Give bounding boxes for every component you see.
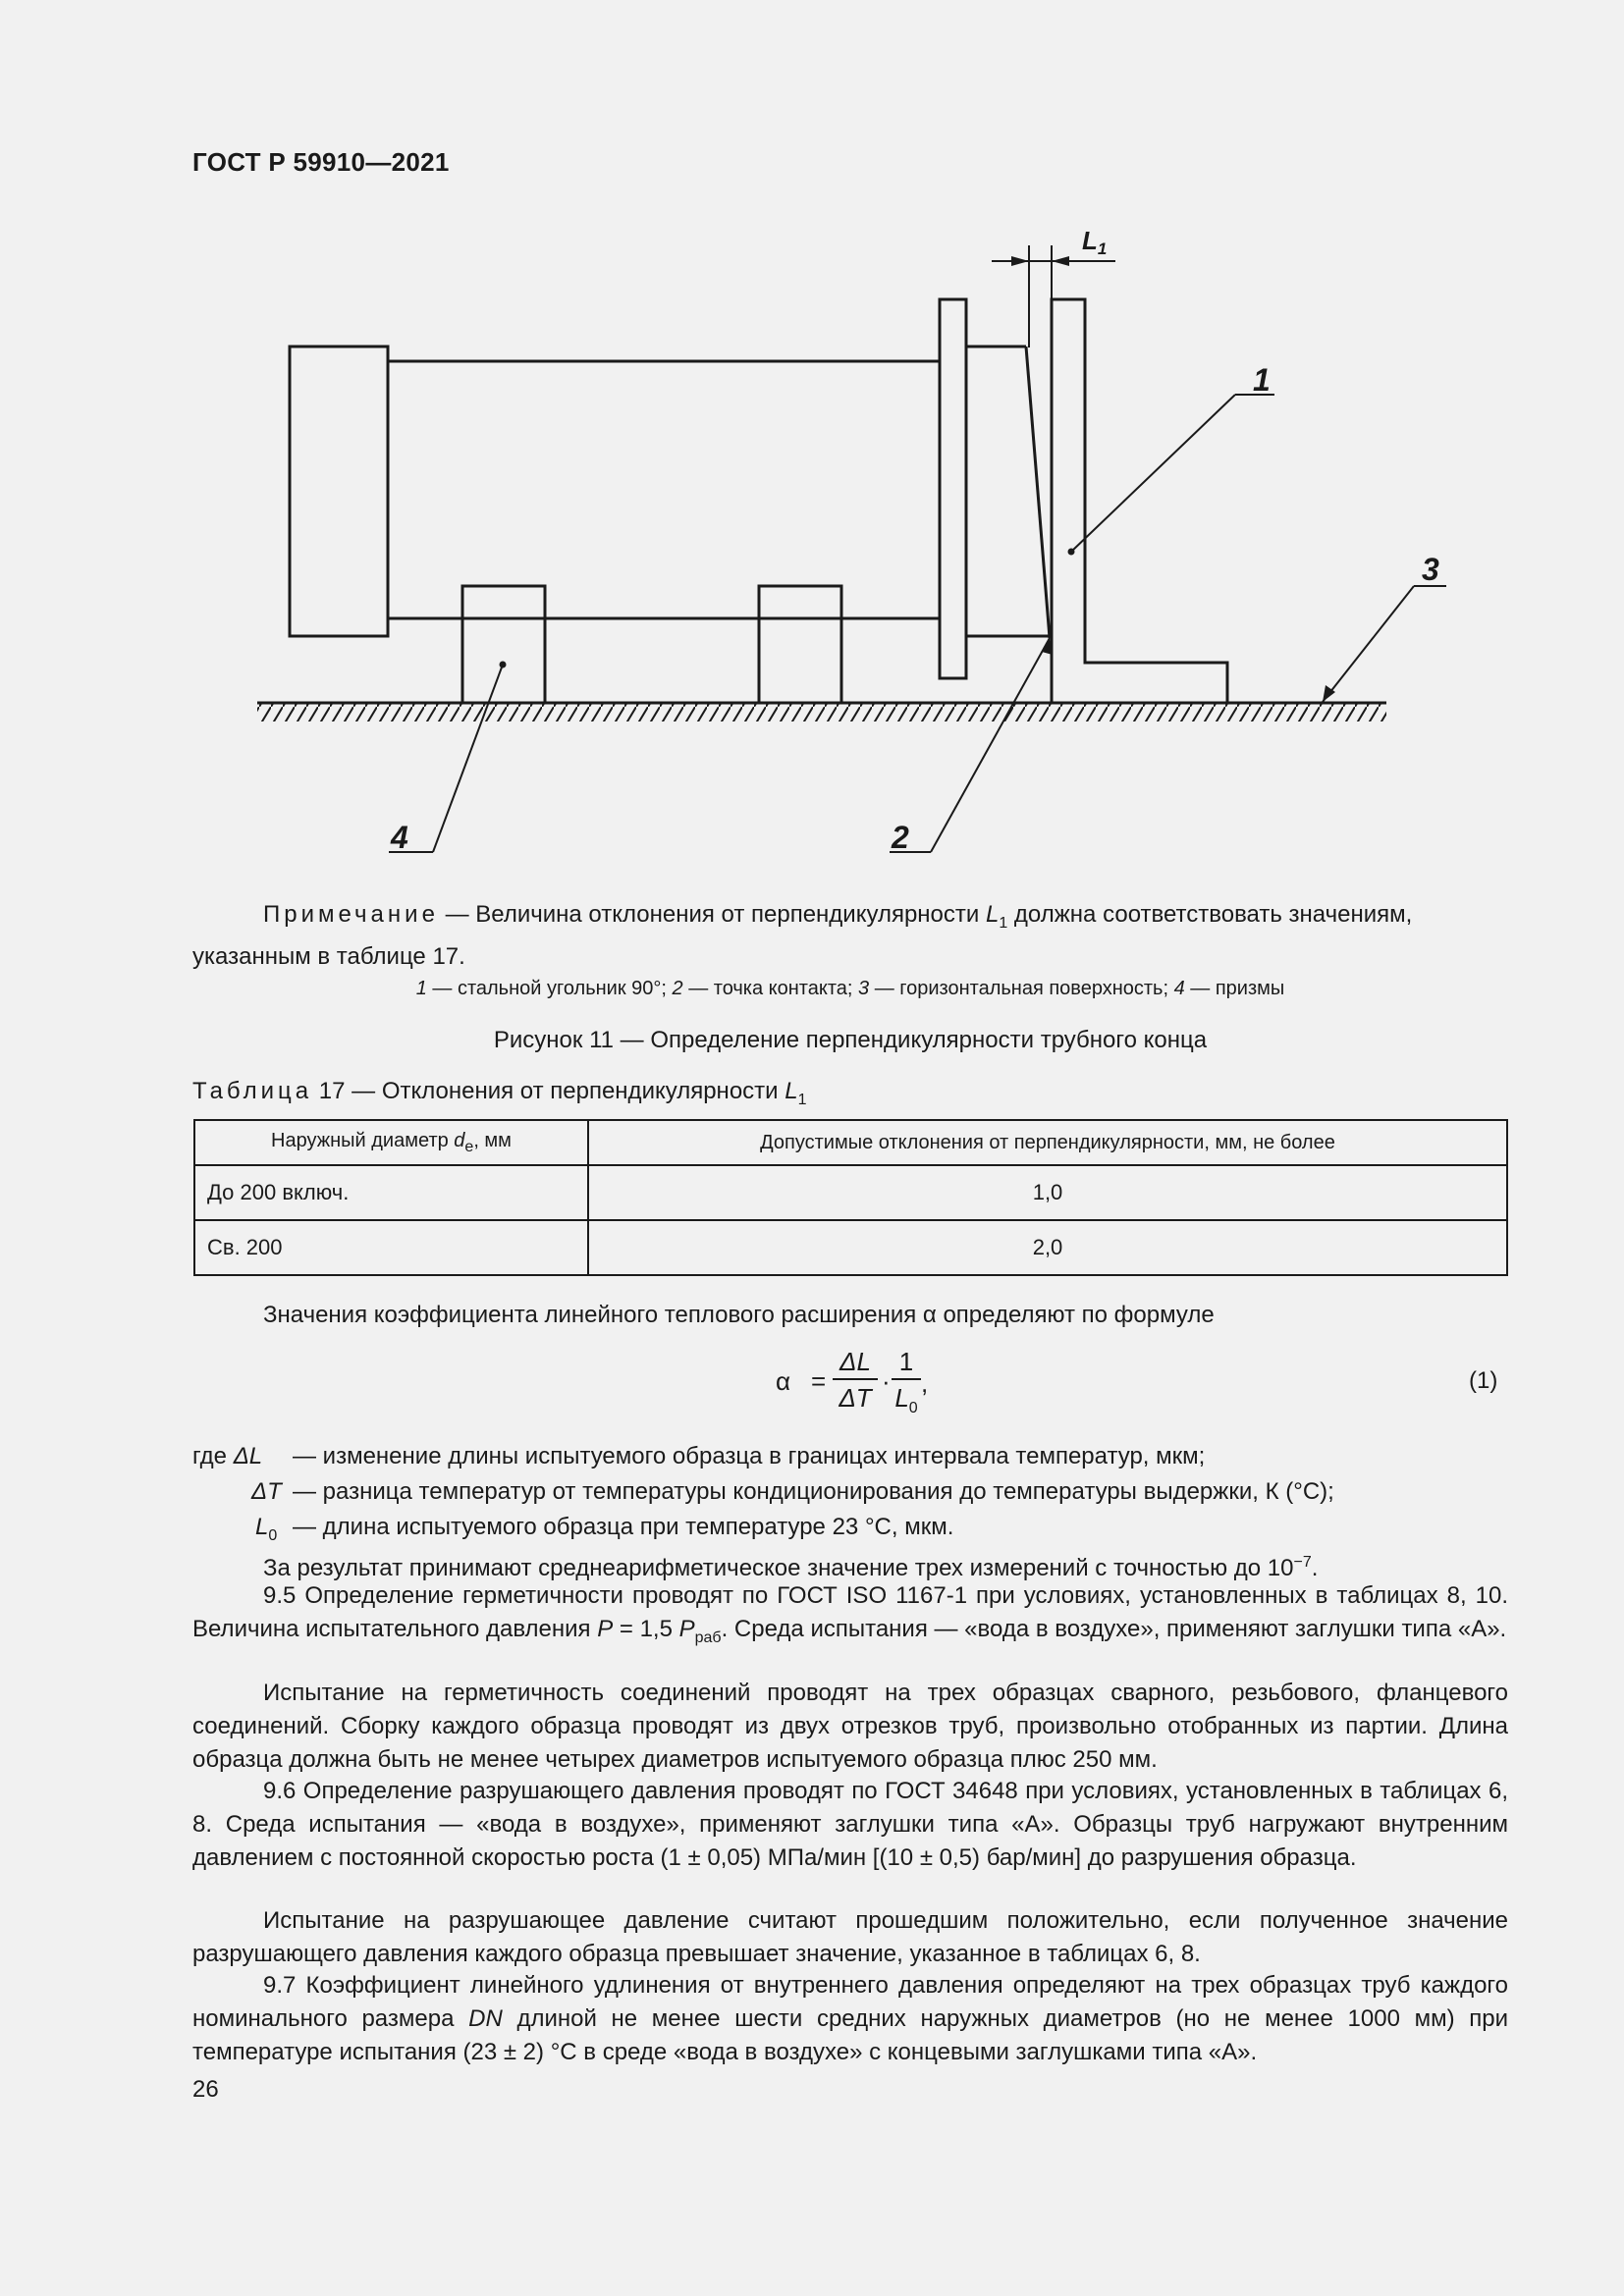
prism-right — [759, 586, 841, 703]
formula-intro: Значения коэффициента линейного теплового расширения α определяют по формуле — [263, 1302, 1215, 1328]
document-header: ГОСТ Р 59910—2021 — [192, 147, 450, 177]
prism-left — [462, 586, 545, 703]
cell-deviation: 1,0 — [588, 1165, 1507, 1220]
paragraph-tightness: Испытание на герметичность соединений проводят на трех образцах сварного, резьбового, фланцевого соединений. Сборку каждого образца проводят из двух отрезков труб, произвольно отобранных из партии. Длина образца должна быть не менее четырех диаметров испытуемого образца плюс 250 мм. — [192, 1680, 1508, 1773]
cell-deviation: 2,0 — [588, 1220, 1507, 1275]
cell-diameter: До 200 включ. — [194, 1165, 588, 1220]
figure-label-4: 4 — [391, 820, 408, 855]
dimension-label: L1 — [1082, 226, 1108, 258]
pipe-end-cap — [290, 347, 388, 636]
header-diameter: Наружный диаметр $d_e$, мм — [194, 1120, 588, 1165]
formula-1: α = $\frac{\Delta L}{\Delta T}$ · $\frac{1}{L_0}$ , — [776, 1347, 929, 1417]
table-header-row — [194, 1120, 1507, 1165]
header-deviation: Допустимые отклонения от перпендикулярности, мм, не более — [588, 1120, 1507, 1165]
paragraph-9-5: 9.5 Определение герметичности проводят по ГОСТ ISO 1167-1 при условиях, установленных в таблицах 8, 10. Величина испытательного давления P = 1,5 $P_{раб}$. Среда испытания — «вода в воздухе», применяют заглушки типа «А». — [192, 1582, 1508, 1646]
cell-diameter: Св. 200 — [194, 1220, 588, 1275]
figure-caption: Рисунок 11 — Определение перпендикулярности трубного конца — [493, 1027, 1208, 1053]
leader-4 — [433, 665, 503, 852]
steel-square — [1052, 299, 1227, 703]
leader-1 — [1071, 395, 1235, 552]
paragraph-9-7: 9.7 Коэффициент линейного удлинения от внутреннего давления определяют на трех образцах труб каждого номинального размера DN длиной не менее шести средних наружных диаметров (но не менее 1000 мм) при температуре испытания (23 ± 2) °С в среде «вода в воздухе» с концевыми заглушками типа «А». — [192, 1972, 1508, 2065]
figure-note: Примечание — Величина отклонения от перпендикулярности $L_1$ должна соответствовать значениям, указанным в таблице 17. — [192, 901, 1413, 970]
paragraph-9-6: 9.6 Определение разрушающего давления проводят по ГОСТ 34648 при условиях, установленных в таблицах 6, 8. Среда испытания — «вода в воздухе», применяют заглушки типа «А». Образцы труб нагружают внутренним давлением с постоянной скоростью роста (1 ± 0,05) МПа/мин [(10 ± 0,5) бар/мин] до разрушения образца. — [192, 1778, 1508, 1871]
pipe-flange — [940, 299, 966, 678]
page-number: 26 — [192, 2076, 219, 2103]
paragraph-burst: Испытание на разрушающее давление считают прошедшим положительно, если полученное значение разрушающего давления каждого образца превышает значение, указанное в таблицах 6, 8. — [192, 1907, 1508, 1967]
formula-definitions: где ΔL — изменение длины испытуемого образца в границах интервала температур, мкм; ΔT — разница температур от температуры кондиционирования до температуры выдержки, К (°С); $L_0$ — длина испытуемого образца при температуре 23 °С, мкм. — [192, 1443, 1334, 1544]
paragraph-result: За результат принимают среднеарифметическое значение трех измерений с точностью до $10^{-7}$. — [263, 1554, 1319, 1581]
ground-hatching — [257, 704, 1386, 721]
table-caption: Таблица 17 — Отклонения от перпендикулярности $L_1$ — [192, 1078, 807, 1108]
leader-3 — [1323, 586, 1414, 702]
leader-2 — [931, 638, 1050, 852]
table-row — [194, 1165, 1507, 1220]
pipe-end-face — [1026, 347, 1050, 638]
figure-legend: 1 — стальной угольник 90°; 2 — точка контакта; 3 — горизонтальная поверхность; 4 — призмы — [415, 978, 1285, 999]
figure-label-3: 3 — [1422, 552, 1439, 587]
figure-label-2: 2 — [892, 820, 909, 855]
formula-number: (1) — [1469, 1367, 1498, 1394]
perpendicularity-figure — [0, 0, 1624, 883]
deviation-table — [193, 1119, 1508, 1276]
figure-label-1: 1 — [1253, 362, 1271, 398]
table-row — [194, 1220, 1507, 1275]
